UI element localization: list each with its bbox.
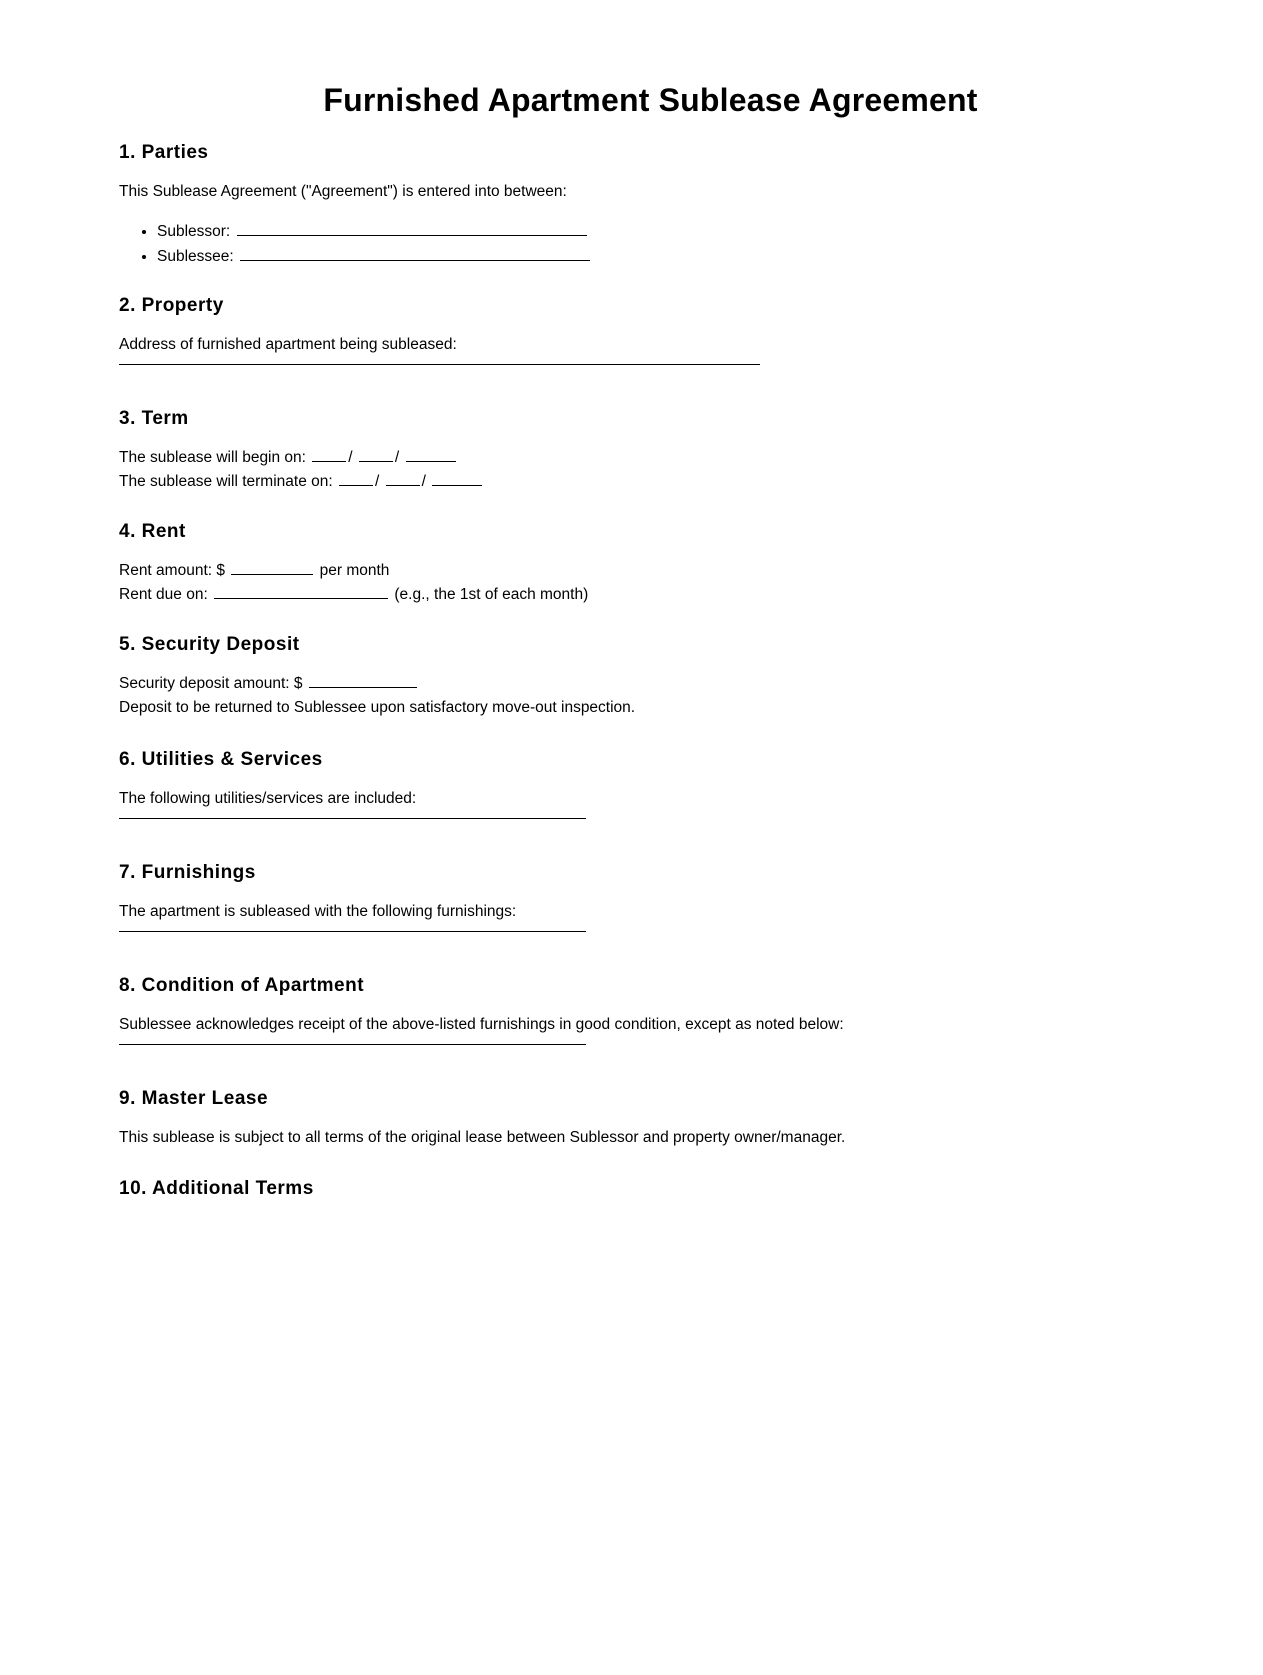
section-furnishings bbox=[119, 861, 1149, 932]
terminate-year-field[interactable] bbox=[432, 471, 482, 486]
list-item-sublessee bbox=[157, 244, 1149, 269]
section-property bbox=[119, 294, 1149, 365]
rent-amount-field[interactable] bbox=[231, 560, 313, 575]
section-heading: 6. Utilities & Services bbox=[119, 749, 323, 770]
begin-year-field[interactable] bbox=[406, 447, 456, 462]
property-address-field[interactable] bbox=[119, 364, 760, 365]
section-heading: 3. Term bbox=[119, 408, 189, 429]
section-additional-terms bbox=[119, 1177, 1149, 1201]
section-condition bbox=[119, 974, 1149, 1045]
utilities-intro: The following utilities/services are included: bbox=[119, 790, 417, 807]
parties-list bbox=[119, 219, 1149, 269]
rent-due-hint: (e.g., the 1st of each month) bbox=[394, 586, 589, 603]
list-item-sublessor bbox=[157, 219, 1149, 244]
rent-amount-line bbox=[119, 558, 1149, 584]
date-separator: / bbox=[421, 473, 426, 490]
deposit-amount-field[interactable] bbox=[309, 673, 417, 688]
date-separator: / bbox=[394, 449, 400, 466]
sublessee-field[interactable] bbox=[240, 246, 590, 261]
rent-due-line bbox=[119, 582, 1149, 608]
sublessor-label: Sublessor: bbox=[157, 223, 231, 240]
section-rent bbox=[119, 520, 1149, 608]
rent-due-field[interactable] bbox=[214, 584, 388, 599]
term-terminate-label: The sublease will terminate on: bbox=[119, 473, 333, 490]
rent-due-label: Rent due on: bbox=[119, 586, 208, 603]
section-term bbox=[119, 407, 1149, 495]
condition-notes-field[interactable] bbox=[119, 1044, 586, 1045]
sublessor-field[interactable] bbox=[237, 221, 587, 236]
deposit-note: Deposit to be returned to Sublessee upon satisfactory move-out inspection. bbox=[119, 699, 636, 716]
furnishings-intro: The apartment is subleased with the following furnishings: bbox=[119, 903, 517, 920]
section-heading: 9. Master Lease bbox=[119, 1088, 269, 1109]
section-heading: 8. Condition of Apartment bbox=[119, 975, 365, 996]
date-separator: / bbox=[374, 473, 380, 490]
property-intro: Address of furnished apartment being subleased: bbox=[119, 336, 457, 353]
utilities-field[interactable] bbox=[119, 818, 586, 819]
section-parties bbox=[119, 141, 1149, 269]
begin-month-field[interactable] bbox=[312, 447, 346, 462]
section-heading: 1. Parties bbox=[119, 142, 209, 163]
section-heading: 2. Property bbox=[119, 295, 224, 316]
section-security-deposit bbox=[119, 633, 1149, 721]
deposit-amount-line bbox=[119, 671, 1149, 697]
rent-amount-label: Rent amount: $ bbox=[119, 562, 225, 579]
section-heading: 10. Additional Terms bbox=[119, 1178, 314, 1199]
begin-day-field[interactable] bbox=[359, 447, 393, 462]
term-begin-line bbox=[119, 445, 1149, 471]
master-lease-text: This sublease is subject to all terms of the original lease between Sublessor and property owner/manager. bbox=[119, 1129, 846, 1146]
terminate-month-field[interactable] bbox=[339, 471, 373, 486]
terminate-day-field[interactable] bbox=[386, 471, 420, 486]
sublessee-label: Sublessee: bbox=[157, 248, 234, 265]
section-master-lease bbox=[119, 1087, 1149, 1151]
parties-intro: This Sublease Agreement ("Agreement") is entered into between: bbox=[119, 183, 567, 200]
section-heading: 7. Furnishings bbox=[119, 862, 256, 883]
furnishings-field[interactable] bbox=[119, 931, 586, 932]
deposit-amount-label: Security deposit amount: $ bbox=[119, 675, 303, 692]
condition-intro: Sublessee acknowledges receipt of the above-listed furnishings in good condition, except as noted below: bbox=[119, 1016, 844, 1033]
term-terminate-line bbox=[119, 469, 1149, 495]
rent-amount-suffix: per month bbox=[319, 562, 390, 579]
section-heading: 5. Security Deposit bbox=[119, 634, 300, 655]
document-title: Furnished Apartment Sublease Agreement bbox=[323, 82, 978, 118]
section-heading: 4. Rent bbox=[119, 521, 186, 542]
section-utilities bbox=[119, 748, 1149, 819]
term-begin-label: The sublease will begin on: bbox=[119, 449, 306, 466]
date-separator: / bbox=[348, 449, 353, 466]
